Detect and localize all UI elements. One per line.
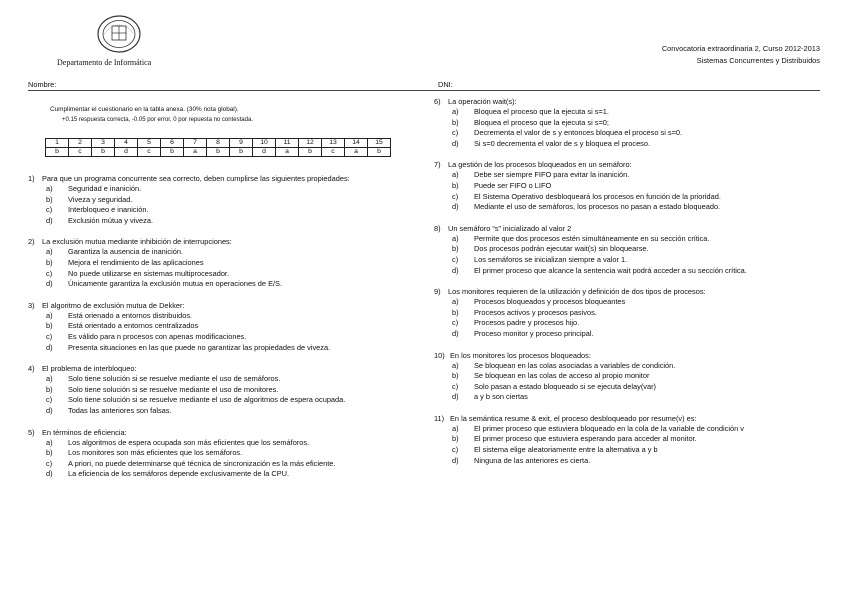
department-name: Departamento de Informática	[57, 58, 152, 67]
questions-left-column	[28, 174, 403, 491]
question	[28, 364, 403, 416]
answer-option	[28, 448, 403, 459]
answer-option	[434, 329, 826, 340]
answer-option	[28, 406, 403, 417]
answer-table-numbers	[46, 139, 391, 148]
option-text: Solo tiene solución si se resuelve mediante el uso de algoritmos de espera ocupada.	[68, 395, 346, 405]
option-letter: b)	[452, 371, 459, 381]
question-stem	[434, 224, 826, 234]
answer-table-number: 5	[138, 139, 161, 148]
question-text: Para que un programa concurrente sea correcto, deben cumplirse las siguientes propiedades:	[42, 174, 350, 183]
question-number: 5)	[28, 427, 35, 437]
option-text: El primer proceso que estuviera bloqueado en la cola de la variable de condición v	[474, 423, 744, 433]
question-stem	[434, 414, 826, 424]
answer-table-answer: d	[253, 148, 276, 157]
option-text: Procesos bloqueados y procesos bloqueantes	[474, 297, 626, 307]
answer-table-number: 11	[276, 139, 299, 148]
option-letter: d)	[46, 342, 53, 352]
option-text: Los semáforos se inicializan siempre a valor 1.	[474, 254, 628, 264]
option-letter: b)	[46, 448, 53, 458]
question-stem	[28, 364, 403, 374]
option-letter: c)	[46, 205, 53, 215]
answer-table-number: 7	[184, 139, 207, 148]
option-text: Bloquea el proceso que la ejecuta si s=1.	[474, 107, 609, 116]
option-letter: a)	[46, 184, 53, 193]
option-text: Debe ser siempre FIFO para evitar la inanición.	[474, 170, 630, 180]
question	[28, 301, 403, 353]
answer-option	[434, 244, 826, 255]
answer-table-number: 10	[253, 139, 276, 148]
answer-option	[434, 118, 826, 129]
option-text: Permite que dos procesos estén simultáneamente en su sección crítica.	[474, 233, 710, 243]
answer-table	[45, 138, 391, 157]
option-letter: a)	[452, 107, 459, 116]
answer-option	[434, 139, 826, 150]
answer-option	[28, 258, 403, 269]
option-letter: d)	[452, 265, 459, 275]
option-letter: a)	[46, 310, 53, 320]
option-text: Procesos padre y procesos hijo.	[474, 318, 580, 328]
option-text: Decrementa el valor de s y entonces bloquea el proceso si s=0.	[474, 128, 683, 138]
answer-table-number: 6	[161, 139, 184, 148]
option-text: Los algoritmos de espera ocupada son más eficientes que los semáforos.	[68, 437, 310, 447]
question	[28, 174, 403, 226]
question-text: Un semáforo “s” inicializado al valor 2	[448, 223, 572, 233]
answer-option	[28, 247, 403, 258]
answer-option	[434, 424, 826, 435]
option-letter: a)	[452, 360, 459, 370]
option-letter: c)	[46, 395, 53, 405]
option-letter: a)	[46, 247, 53, 257]
option-text: Bloquea el proceso que la ejecuta si s=0;	[474, 117, 609, 127]
answer-table-answer: c	[322, 148, 345, 157]
answer-option	[28, 459, 403, 470]
option-letter: a)	[452, 170, 459, 180]
question-number: 4)	[28, 364, 35, 374]
answer-option	[434, 266, 826, 277]
university-seal-icon	[96, 14, 142, 54]
option-text: Dos procesos podrán ejecutar wait(s) sin bloquearse.	[474, 244, 649, 254]
answer-option	[434, 382, 826, 393]
question-stem	[28, 428, 403, 438]
option-text: Está orientado a entornos centralizados	[68, 321, 199, 331]
option-letter: d)	[452, 392, 459, 402]
option-text: Solo pasan a estado bloqueado si se ejecuta delay(var)	[474, 381, 657, 391]
option-letter: c)	[452, 254, 459, 264]
option-text: Garantiza la ausencia de inanición.	[68, 247, 184, 257]
answer-table-answer: a	[276, 148, 299, 157]
question-text: El problema de interbloqueo:	[42, 364, 137, 374]
question-stem	[28, 237, 403, 247]
answer-table-number: 8	[207, 139, 230, 148]
option-letter: d)	[452, 138, 459, 148]
option-letter: d)	[46, 469, 53, 479]
answer-option	[434, 107, 826, 118]
answer-option	[434, 234, 826, 245]
answer-option	[434, 297, 826, 308]
answer-table-answer: b	[299, 148, 322, 157]
answer-option	[434, 202, 826, 213]
option-letter: c)	[452, 191, 459, 201]
answer-table-answer: b	[207, 148, 230, 157]
question	[434, 287, 826, 339]
answer-table-answer: b	[368, 148, 391, 157]
question-number: 6)	[434, 97, 441, 106]
option-text: Se bloquean en las colas asociadas a variables de condición.	[474, 360, 676, 370]
option-letter: c)	[46, 458, 53, 468]
answer-table-number: 12	[299, 139, 322, 148]
option-text: El primer proceso que estuviera esperando para acceder al monitor.	[474, 434, 697, 444]
option-letter: a)	[452, 297, 459, 307]
question	[434, 224, 826, 276]
header-divider	[28, 90, 820, 91]
question-number: 10)	[434, 350, 445, 360]
option-text: Puede ser FIFO o LIFO	[474, 180, 552, 190]
nombre-label: Nombre:	[28, 80, 57, 89]
answer-option	[434, 392, 826, 403]
option-text: Se bloquean en las colas de acceso al propio monitor	[474, 371, 650, 381]
answer-option	[28, 216, 403, 227]
answer-option	[28, 469, 403, 480]
answer-option	[28, 184, 403, 195]
question-text: La operación wait(s):	[448, 97, 517, 106]
option-text: Ninguna de las anteriores es cierta.	[474, 455, 591, 465]
option-letter: a)	[452, 423, 459, 433]
answer-table-answer: b	[230, 148, 253, 157]
option-letter: c)	[452, 318, 459, 328]
answer-table-number: 3	[92, 139, 115, 148]
option-letter: d)	[452, 202, 459, 212]
answer-table-answer: a	[184, 148, 207, 157]
option-letter: c)	[452, 445, 459, 455]
answer-option	[434, 456, 826, 467]
answer-table-number: 14	[345, 139, 368, 148]
answer-option	[434, 170, 826, 181]
course-name: Sistemas Concurrentes y Distribuidos	[696, 56, 820, 65]
question-text: En los monitores los procesos bloqueados:	[450, 350, 591, 360]
answer-option	[434, 181, 826, 192]
answer-table-number: 15	[368, 139, 391, 148]
option-text: Procesos activos y procesos pasivos.	[474, 307, 597, 317]
option-text: Si s=0 decrementa el valor de s y bloquea el proceso.	[474, 138, 651, 148]
option-text: a y b son ciertas	[474, 392, 528, 402]
question-text: La gestión de los procesos bloqueados en un semáforo:	[448, 160, 632, 170]
option-text: Únicamente garantiza la exclusión mutua en operaciones de E/S.	[68, 279, 283, 289]
option-letter: a)	[46, 374, 53, 384]
answer-table-answer: a	[345, 148, 368, 157]
option-text: A priori, no puede determinarse qué técnica de sincronización es la más eficiente.	[68, 458, 336, 468]
option-letter: a)	[452, 233, 459, 243]
answer-table-answer: c	[69, 148, 92, 157]
question	[434, 160, 826, 212]
question-stem	[28, 174, 403, 184]
question-number: 3)	[28, 300, 35, 310]
option-text: Mejora el rendimiento de las aplicaciones	[68, 257, 204, 267]
option-letter: b)	[46, 384, 53, 394]
instructions	[50, 105, 253, 125]
question-text: En la semántica resume & exit, el proceso desbloqueado por resume(v) es:	[450, 413, 697, 423]
option-text: Solo tiene solución si se resuelve mediante el uso de semáforos.	[68, 374, 281, 384]
answer-table-answers	[46, 148, 391, 157]
instructions-line-2: +0.15 respuesta correcta, -0.05 por error, 0 por repuesta no contestada.	[62, 117, 253, 123]
option-text: Los monitores son más eficientes que los semáforos.	[68, 448, 243, 458]
option-letter: b)	[452, 434, 459, 444]
question	[434, 97, 826, 149]
option-letter: d)	[46, 215, 53, 225]
answer-option	[434, 192, 826, 203]
question-text: El algoritmo de exclusión mutua de Dekker:	[42, 300, 185, 310]
answer-table-answer: b	[161, 148, 184, 157]
option-text: Todas las anteriores son falsas.	[68, 405, 172, 415]
option-letter: c)	[46, 331, 53, 341]
option-text: La eficiencia de los semáforos depende exclusivamente de la CPU.	[68, 469, 290, 479]
answer-option	[28, 343, 403, 354]
answer-option	[28, 395, 403, 406]
option-text: Está orienado a entornos distribuidos.	[68, 310, 193, 320]
answer-option	[434, 255, 826, 266]
answer-table-answer: b	[92, 148, 115, 157]
questions-right-column	[434, 97, 826, 477]
answer-table-number: 2	[69, 139, 92, 148]
option-text: El primer proceso que alcance la sentencia wait podrá acceder a su sección crítica.	[474, 265, 747, 275]
option-text: Seguridad e inanición.	[68, 184, 142, 193]
option-letter: b)	[46, 257, 53, 267]
question-number: 9)	[434, 287, 441, 297]
option-letter: b)	[46, 194, 53, 204]
option-text: Proceso monitor y proceso principal.	[474, 328, 594, 338]
instructions-line-1: Cumplimentar el cuestionario en la tabla anexa. (30% nota global).	[50, 106, 239, 113]
option-letter: b)	[452, 117, 459, 127]
answer-option	[28, 205, 403, 216]
question-text: En términos de eficiencia:	[42, 427, 127, 437]
option-letter: d)	[452, 328, 459, 338]
answer-table-answer: b	[46, 148, 69, 157]
question-number: 7)	[434, 160, 441, 170]
question	[28, 428, 403, 480]
option-text: El Sistema Operativo desbloqueará los procesos en función de la prioridad.	[474, 191, 721, 201]
option-text: El sistema elige aleatoriamente entre la alternativa a y b	[474, 445, 658, 455]
option-text: Viveza y seguridad.	[68, 194, 133, 204]
exam-session: Convocatoria extraordinaria 2, Curso 2012-2013	[661, 44, 820, 53]
answer-option	[434, 371, 826, 382]
option-text: Es válido para n procesos con apenas modificaciones.	[68, 331, 247, 341]
answer-option	[434, 308, 826, 319]
option-letter: d)	[452, 455, 459, 465]
answer-option	[434, 434, 826, 445]
option-letter: d)	[46, 405, 53, 415]
answer-option	[434, 445, 826, 456]
question-text: Los monitores requieren de la utilización y definición de dos tipos de procesos:	[448, 287, 706, 297]
option-letter: b)	[452, 180, 459, 190]
option-letter: b)	[452, 307, 459, 317]
answer-table-answer: c	[138, 148, 161, 157]
answer-option	[28, 269, 403, 280]
answer-option	[28, 374, 403, 385]
dni-label: DNI:	[438, 80, 453, 89]
answer-option	[28, 321, 403, 332]
option-letter: a)	[46, 437, 53, 447]
answer-option	[28, 438, 403, 449]
option-text: Mediante el uso de semáforos, los procesos no pasan a estado bloqueado.	[474, 202, 721, 212]
option-letter: b)	[46, 321, 53, 331]
option-letter: c)	[46, 268, 53, 278]
answer-option	[434, 318, 826, 329]
exam-header	[662, 43, 820, 67]
question-stem	[434, 287, 826, 297]
question	[434, 414, 826, 466]
option-letter: c)	[452, 381, 459, 391]
option-letter: c)	[452, 128, 459, 138]
question	[434, 351, 826, 403]
option-letter: d)	[46, 279, 53, 289]
option-text: Solo tiene solución si se resuelve mediante el uso de monitores.	[68, 384, 279, 394]
answer-option	[28, 311, 403, 322]
option-letter: b)	[452, 244, 459, 254]
question-number: 1)	[28, 174, 35, 183]
option-text: Exclusión mútua y viveza.	[68, 215, 154, 225]
question-stem	[434, 160, 826, 170]
question-text: La exclusión mutua mediante inhibición de interrupciones:	[42, 237, 232, 247]
answer-option	[28, 332, 403, 343]
option-text: Presenta situaciones en las que puede no garantizar las propiedades de viveza.	[68, 342, 331, 352]
question-number: 11)	[434, 413, 445, 423]
answer-table-number: 4	[115, 139, 138, 148]
question	[28, 237, 403, 289]
option-text: No puede utilizarse en sistemas multiprocesador.	[68, 268, 230, 278]
question-stem	[434, 97, 826, 107]
question-number: 8)	[434, 223, 441, 233]
answer-option	[28, 279, 403, 290]
answer-table-answer: d	[115, 148, 138, 157]
answer-option	[434, 128, 826, 139]
answer-table-number: 9	[230, 139, 253, 148]
option-text: Interbloqueo e inanición.	[68, 205, 149, 215]
answer-table-number: 1	[46, 139, 69, 148]
answer-table-number: 13	[322, 139, 345, 148]
question-stem	[434, 351, 826, 361]
question-number: 2)	[28, 237, 35, 247]
answer-option	[28, 195, 403, 206]
answer-option	[434, 361, 826, 372]
question-stem	[28, 301, 403, 311]
answer-option	[28, 385, 403, 396]
